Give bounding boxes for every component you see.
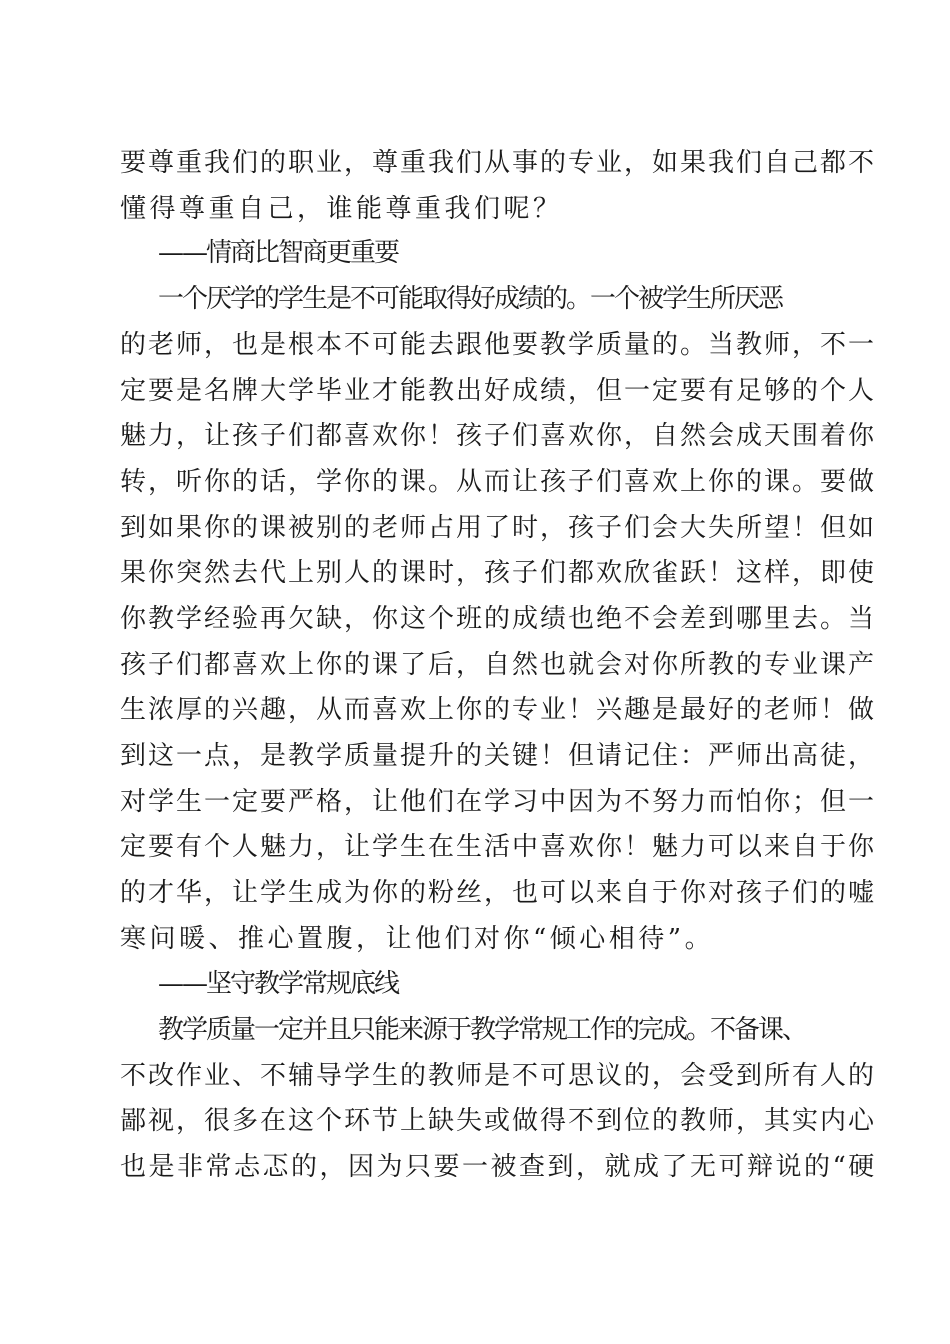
paragraph-line: 孩子们都喜欢上你的课了后，自然也就会对你所教的专业课产 bbox=[120, 650, 877, 680]
section-heading: ——情商比智商更重要 bbox=[158, 238, 399, 268]
paragraph-line: 寒问暖、推心置腹，让他们对你“倾心相待”。 bbox=[120, 924, 715, 954]
paragraph-line: 对学生一定要严格，让他们在学习中因为不努力而怕你；但一 bbox=[120, 787, 877, 817]
paragraph-line: 转，听你的话，学你的课。从而让孩子们喜欢上你的课。要做 bbox=[120, 467, 877, 497]
paragraph-line: 要尊重我们的职业，尊重我们从事的专业，如果我们自己都不 bbox=[120, 148, 877, 178]
paragraph-line: 的老师，也是根本不可能去跟他要教学质量的。当教师，不一 bbox=[120, 330, 877, 360]
paragraph-line: 不改作业、不辅导学生的教师是不可思议的，会受到所有人的 bbox=[120, 1061, 877, 1091]
paragraph-line: 到如果你的课被别的老师占用了时，孩子们会大失所望！但如 bbox=[120, 513, 877, 543]
paragraph-line: 到这一点，是教学质量提升的关键！但请记住：严师出高徒， bbox=[120, 741, 877, 771]
paragraph-line: 你教学经验再欠缺，你这个班的成绩也绝不会差到哪里去。当 bbox=[120, 604, 877, 634]
section-heading: ——坚守教学常规底线 bbox=[158, 969, 399, 999]
paragraph-line: 也是非常忐忑的，因为只要一被查到，就成了无可辩说的“硬 bbox=[120, 1152, 877, 1182]
paragraph-line: 鄙视，很多在这个环节上缺失或做得不到位的教师，其实内心 bbox=[120, 1106, 877, 1136]
paragraph-line: 一个厌学的学生是不可能取得好成绩的。一个被学生所厌恶 bbox=[158, 284, 783, 314]
paragraph-line: 的才华，让学生成为你的粉丝，也可以来自于你对孩子们的嘘 bbox=[120, 878, 877, 908]
paragraph-line: 定要有个人魅力，让学生在生活中喜欢你！魅力可以来自于你 bbox=[120, 832, 877, 862]
paragraph-line: 教学质量一定并且只能来源于教学常规工作的完成。不备课、 bbox=[158, 1015, 807, 1045]
paragraph-line: 懂得尊重自己，谁能尊重我们呢？ bbox=[120, 194, 563, 224]
paragraph-line: 生浓厚的兴趣，从而喜欢上你的专业！兴趣是最好的老师！做 bbox=[120, 695, 877, 725]
paragraph-line: 魅力，让孩子们都喜欢你！孩子们喜欢你，自然会成天围着你 bbox=[120, 421, 877, 451]
paragraph-line: 定要是名牌大学毕业才能教出好成绩，但一定要有足够的个人 bbox=[120, 376, 877, 406]
paragraph-line: 果你突然去代上别人的课时，孩子们都欢欣雀跃！这样，即使 bbox=[120, 558, 877, 588]
